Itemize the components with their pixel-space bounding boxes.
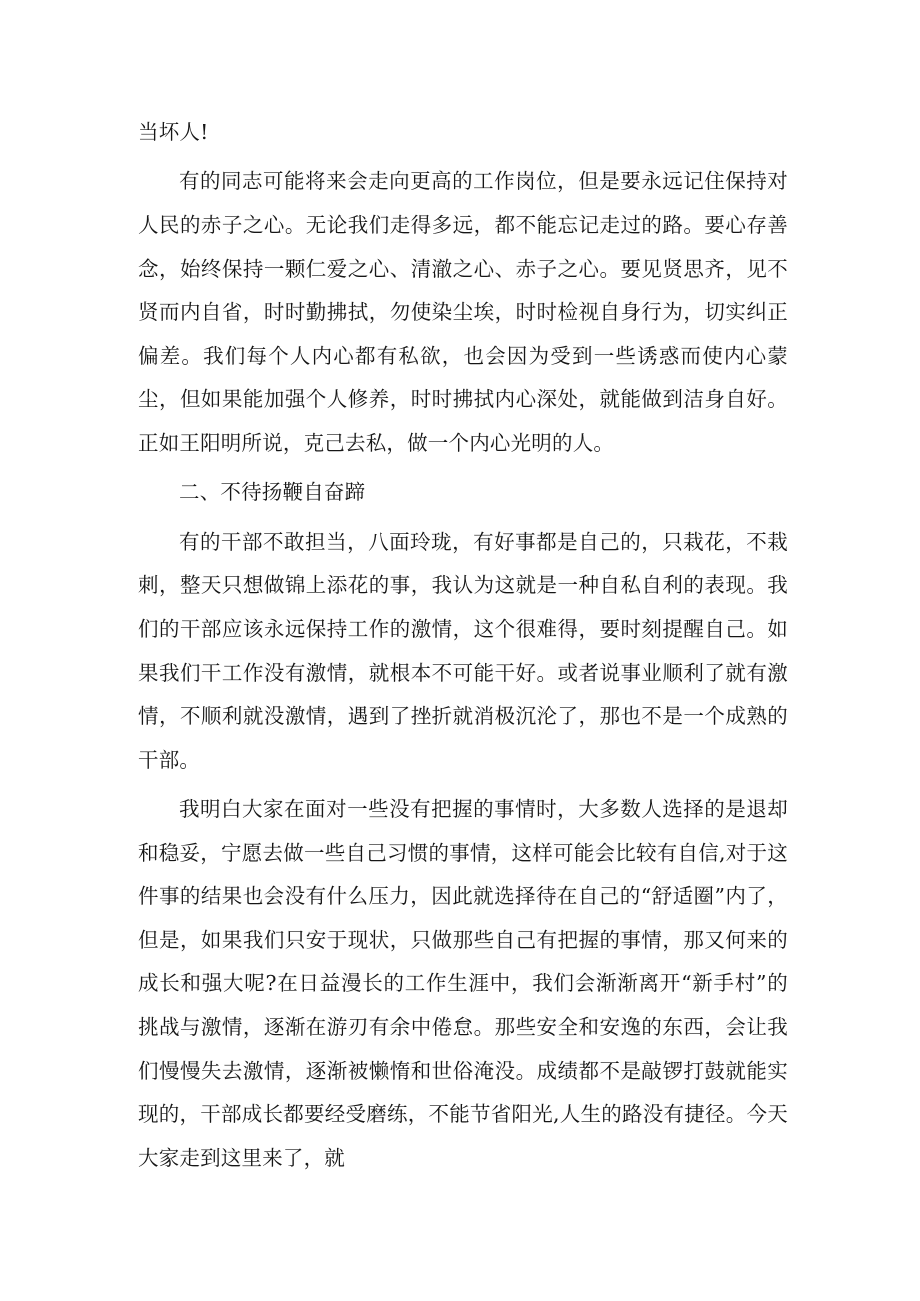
paragraph-red-heart: 有的同志可能将来会走向更高的工作岗位，但是要永远记住保持对人民的赤子之心。无论我们走得多远，都不能忘记走过的路。要心存善念，始终保持一颗仁爱之心、清澈之心、赤子之心。要见贤思齐，见不贤而内自省，时时勤拂拭，勿使染尘埃，时时检视自身行为，切实纠正偏差。我们每个人内心都有私欲，也会因为受到一些诱惑而使内心蒙尘，但如果能加强个人修养，时时拂拭内心深处，就能做到洁身自好。正如王阳明所说，克己去私，做一个内心光明的人。 [138,169,788,455]
paragraph-continuation: 当坏人! [138,120,209,144]
document-body [138,111,788,1186]
paragraph-comfort-zone: 我明白大家在面对一些没有把握的事情时，大多数人选择的是退却和稳妥，宁愿去做一些自己习惯的事情，这样可能会比较有自信,对于这件事的结果也会没有什么压力，因此就选择待在自己的“舒适圈”内了，但是，如果我们只安于现状，只做那些自己有把握的事情，那又何来的成长和强大呢?在日益漫长的工作生涯中，我们会渐渐离开“新手村”的挑战与激情，逐渐在游刃有余中倦怠。那些安全和安逸的东西，会让我们慢慢失去激情，逐渐被懒惰和世俗淹没。成绩都不是敲锣打鼓就能实现的，干部成长都要经受磨练，不能节省阳光,人生的路没有捷径。今天大家走到这里来了，就 [138,797,788,1170]
paragraph-work-passion: 有的干部不敢担当，八面玲珑，有好事都是自己的，只栽花，不栽刺，整天只想做锦上添花的事，我认为这就是一种自私自利的表现。我们的干部应该永远保持工作的激情，这个很难得，要时刻提醒自己。如果我们干工作没有激情，就根本不可能干好。或者说事业顺利了就有激情，不顺利就没激情，遇到了挫折就消极沉沦了，那也不是一个成熟的干部。 [138,529,788,772]
section-heading: 二、不待扬鞭自奋蹄 [179,480,366,505]
